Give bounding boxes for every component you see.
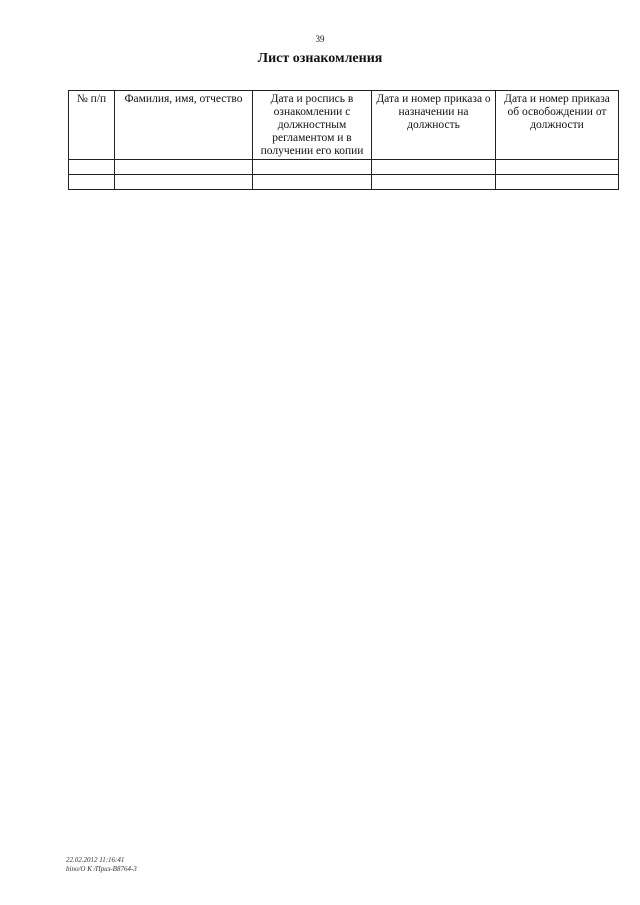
table-cell [115,175,253,190]
document-footer [66,856,137,874]
table-cell [69,160,115,175]
table-cell [253,160,372,175]
footer-file-reference: bino/O K /Приз-B8764-3 [66,865,137,873]
table-cell [372,160,496,175]
header-full-name: Фамилия, имя, отчество [115,91,253,160]
document-title: Лист ознакомления [257,51,383,66]
header-number: № п/п [69,91,115,160]
table-header-row [69,91,619,160]
table-cell [496,175,619,190]
table-row [69,160,619,175]
footer-timestamp: 22.02.2012 11:16:41 [66,856,125,864]
header-dismissal-order: Дата и номер приказа об освобождении от должности [496,91,619,160]
table-cell [69,175,115,190]
page-number: 39 [315,34,325,44]
table-cell [372,175,496,190]
header-signature-date: Дата и роспись в ознакомлении с должностным регламентом и в получении его копии [253,91,372,160]
table-cell [115,160,253,175]
table-cell [253,175,372,190]
table-row [69,175,619,190]
header-appointment-order: Дата и номер приказа о назначении на должность [372,91,496,160]
table-cell [496,160,619,175]
acknowledgement-table [68,90,619,190]
